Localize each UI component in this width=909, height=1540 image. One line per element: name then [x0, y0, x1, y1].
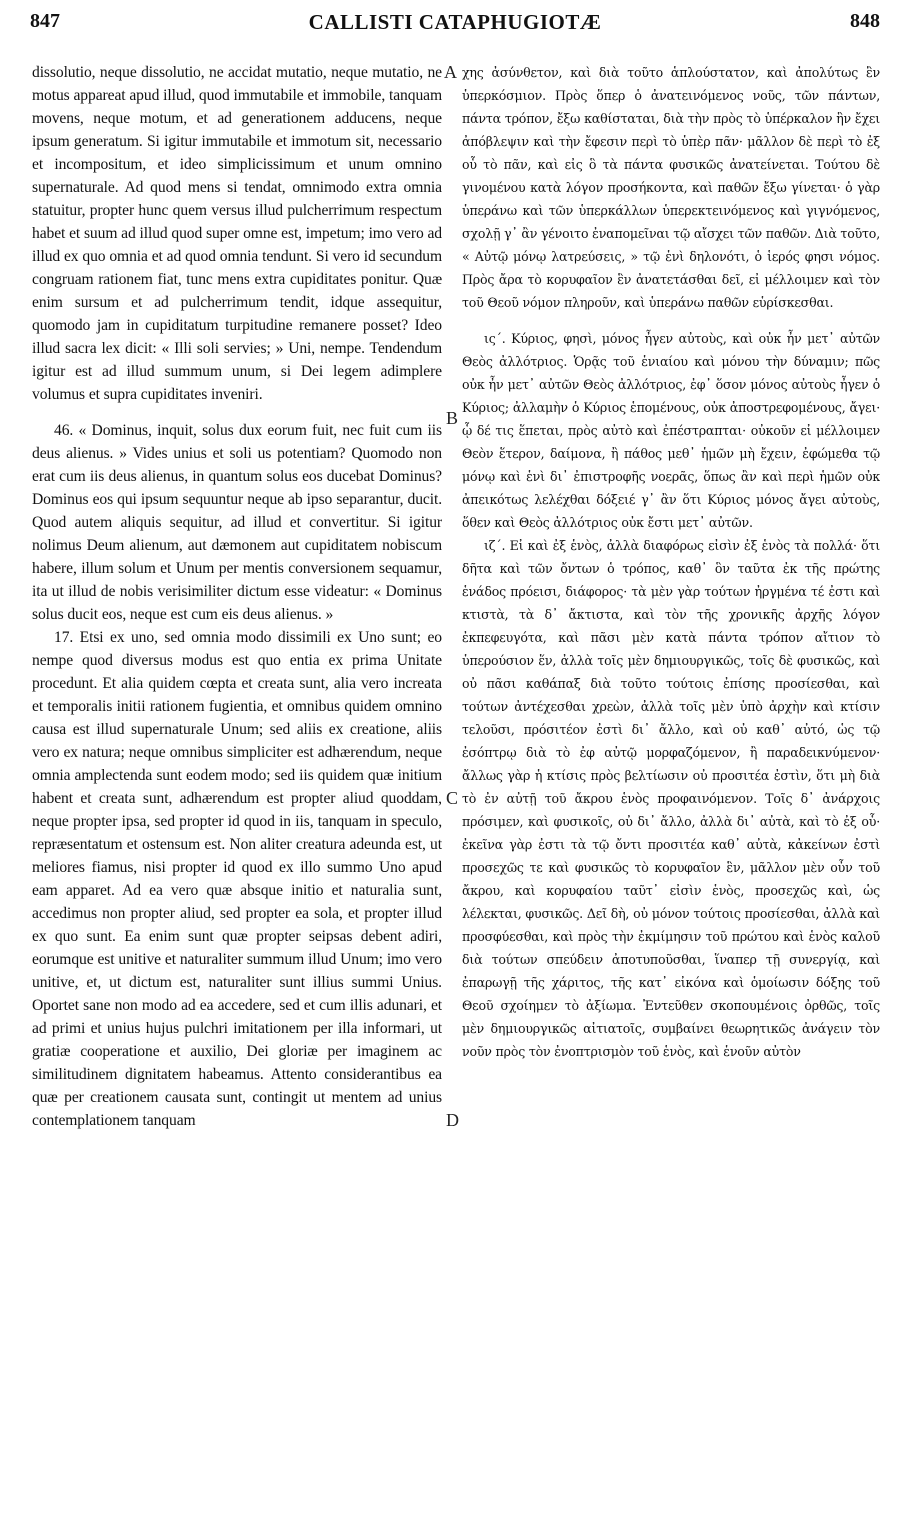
- margin-letter-a: A: [444, 62, 457, 82]
- latin-column: [32, 61, 442, 1132]
- greek-paragraph-2: ις΄. Κύριος, φησὶ, μόνος ἦγεν αὐτοὺς, καὶ οὐκ ἦν μετ᾽ αὐτῶν Θεὸς ἀλλότριος. Ὁρᾷς τοῦ ἑνιαίου καὶ μόνου τὴν δύναμιν; πῶς οὐκ ἦν μετ᾽ αὐτῶν Θεὸς ἀλλότριος, ἐφ᾽ ὅσον μόνος αὐτοὺς ἦγεν ὁ Κύριος; ἀλλαμὴν ὁ Κύριος ἑπομένους, οὐκ ἀποστρεφομένους, ἄγει· ᾧ δέ τις ἕπεται, πρὸς αὐτὸ καὶ ἐπέστραπται· οὐκοῦν εἰ μέλλοιμεν Θεὸν ἕτερον, δαίμονα, ἢ πάθος μεθ᾽ ἡμῶν μὴ ἔχειν, ἐφώμεθα τῷ μόνῳ καὶ ἑνὶ δι᾽ ἐπιστροφῆς νοερᾶς, ὅπως ἂν καὶ περὶ ἡμῶν οὐκ ἀπεικότως λελέχθαι δόξειέ γ᾽ ἂν ὅτι Κύριος μόνος ἄγει αὐτοὺς, ὅθεν καὶ Θεὸς ἀλλότριος οὐκ ἔστι μετ᾽ αὐτῶν.: [462, 331, 880, 530]
- page-number-right: 848: [850, 10, 880, 32]
- latin-paragraph-2: 46. « Dominus, inquit, solus dux eorum fuit, nec fuit cum iis deus alienus. » Vides unius et soli us potentiam? Quomodo non erat cum iis deus alienus, in quantum solus eos ducebat Dominus? Dominus eos qui ipsum sequuntur neque ab ipso separantur, ducit. Quod autem aliquis sequitur, ad illud et convertitur. Si igitur nolimus Deum alienum, aut dæmonem aut cupiditatem nobiscum habere, illum solum et Unum per mentis conversionem sequamur, ita ut illud de nobis verisimiliter dictum esse videatur: « Dominus solus ducit eos, neque est cum eis deus alienus. »: [32, 422, 442, 623]
- latin-paragraph-1: dissolutio, neque dissolutio, ne accidat mutatio, neque mutatio, ne motus appareat apud illud, quod immutabile et immobile, tanquam movens, neque motum, et ad generationem adducens, neque ipsum generatum. Si igitur immutabile et immotum sit, necessario et incompositum, et ideo simplicissimum et unum omnino supernaturale. Ad quod mens si tendat, omnimodo extra omnia statuitur, propter hunc quem versus illud pulcherrimum respectum habet et suum ad illud quod super omne est, impetum; imo vero ad illud ex quo omnia et ad quod omnia tendunt. Si vero id secundum congruam rationem fiat, tunc mens extra cupiditates ponitur. Quæ enim sursum et ad pulcherrimum tendit, idque assequitur, quomodo jam in cupiditatum turpitudine remanere posset? Ideo illud sacra lex dicit: « Illi soli servies; » Uni, nempe. Tendendum igitur est ad illud summum unum, si Dei legem adimplere volumus et supra cupiditates inveniri.: [32, 64, 442, 403]
- page-number-left: 847: [30, 10, 60, 32]
- margin-letter-c: C: [446, 788, 459, 808]
- margin-letter-b: B: [446, 408, 459, 428]
- greek-column: [462, 61, 880, 1063]
- greek-paragraph-3: ιζ΄. Εἰ καὶ ἐξ ἑνὸς, ἀλλὰ διαφόρως εἰσὶν ἐξ ἑνὸς τὰ πολλά· ὅτι δῆτα καὶ τῶν ὄντων ὁ τρόπος, καθ᾽ ὃν ταῦτα ἐκ τῆς πρώτης ἑνάδος πρόεισι, διάφορος· τὰ μὲν γὰρ τούτων ἠργμένα τέ ἐστι καὶ κτιστὰ, τὰ δ᾽ ἄκτιστα, καὶ τὸν τῆς χρονικῆς ἀρχῆς λόγον ἐκπεφευγότα, καὶ πᾶσι μὲν κατὰ πάντα τρόπον αἴτιον τὸ ὑπερούσιον ἕν, ἀλλὰ τοῖς μὲν δημιουργικῶς, τοῖς δὲ φυσικῶς, καὶ οὐ πᾶσι καθάπαξ διὰ τοῦτο τούτοις ἐπίσης προσίεσθαι, καὶ τούτων ἀντέχεσθαι χρεὼν, ἀλλὰ τοῖς μὲν ὑπὸ ἀρχὴν καὶ κτίσιν τελοῦσι, πρόσιτέον ἐστὶ δι᾽ ἄλλο, καὶ οὐ καθ᾽ αὐτό, ὡς τῷ ἐσόπτρῳ διὰ τὸ ἐφ αὐτῷ μορφαζόμενον, ἢ παραδεικνύμενον· ἄλλως γὰρ ἡ κτίσις πρὸς βελτίωσιν οὐ προσιτέα ἐστὶν, ὅτι μὴ διὰ τὸ ἐν αὐτῇ τοῦ ἄκρου ἑνὸς προφαινόμενον. Τοῖς δ᾽ ἀνάρχοις πρόσιμεν, καὶ φυσικοῖς, οὐ δι᾽ ἄλλο, ἀλλὰ δι᾽ αὐτὰ, καὶ τὸ ἐξ οὗ· ἐκεῖνα γὰρ ἐστι τὰ τῷ ὄντι προσιτέα καθ᾽ αὐτὰ, κἀκείνων ἐστὶ προσεχῶς τε καὶ φυσικῶς τὸ κορυφαῖον ἓν, μᾶλλον μὲν οὖν τοῦ ἄκρου, καὶ κορυφαίου ταῦτ᾽ εἰσὶν ἑνὸς, προσεχῶς καὶ, ὡς λέλεκται, φυσικῶς. Δεῖ δὴ, οὐ μόνον τούτοις προσίεσθαι, ἀλλὰ καὶ προσφύεσθαι, καὶ πρὸς τὴν ἐκμίμησιν τοῦ πρώτου καὶ ἑνὸς καλοῦ διὰ τούτων σπεύδειν ἀποτυποῦσθαι, ἵναπερ τῇ συνεργίᾳ, καὶ ἐπαρωγῇ τῆς χάριτος, τῆς κατ᾽ εἰκόνα καὶ ὁμοίωσιν δόξης τοῦ Θεοῦ σχοίημεν τὸ ἀξίωμα. Ἐντεῦθεν σκοπουμένοις ὀρθῶς, τοῖς μὲν δημιουργικῶς αἰτιατοῖς, συμβαίνει θεωρητικῶς ἀνάγειν τὸν νοῦν πρὸς τὸν ἐνοπτρισμὸν τοῦ ἑνὸς, καὶ ἑνοῦν αὐτὸν: [462, 538, 880, 1059]
- paragraph-gap: [462, 314, 880, 327]
- page-header: [30, 10, 880, 34]
- running-title: CALLISTI CATAPHUGIOTÆ: [308, 10, 602, 34]
- paragraph-gap: [32, 406, 442, 419]
- latin-paragraph-3: 17. Etsi ex uno, sed omnia modo dissimili ex Uno sunt; eo nempe quod diversus modus est quo entia ex prima Unitate procedunt. Et alia quidem cœpta et creata sunt, alia vero increata et temporalis initii rationem fugientia, et omnibus quidem omnino causa est illud supernaturale Unum; sed aliis ex creatione, aliis vero ex natura; neque omnibus simpliciter est adhærendum, neque omnia amplectenda sunt eodem modo; sed iis quidem quæ initium habent et creata sunt, adhærendum est propter aliud quoddam, neque propter ipsa, sed propter id quod in iis, tanquam in speculo, repræsentatum et ostensum est. Non aliter creatura adeunda est, ut meliores fiamus, nisi propter id quod ex illo summo Uno apud eam apparet. Ad ea vero quæ absque initio et naturalia sunt, accedimus non propter aliud, sed propter ea sola, et propter illud ex quo sunt. Ea enim sunt quæ propter seipsas debent adiri, eorumque est unitive et naturaliter summum illud Unum; imo vero unitive, et, ut dictum est, naturaliter sunt illius summi Unius. Oportet sane non modo ad ea accedere, sed et cum illis adunari, et ad primi et unius hujus pulchri imitationem per illa informari, ut gratiæ cooperatione et auxilio, Dei gloriæ per imaginem ac similitudinem dignitatem habeamus. Attento considerantibus ea quæ per creationem causata sunt, contingit ut mentem ad unius contemplationem tanquam: [32, 629, 442, 1129]
- greek-paragraph-1: χης ἀσύνθετον, καὶ διὰ τοῦτο ἁπλούστατον, καὶ ἀπολύτως ἓν ὑπερκόσμιον. Πρὸς ὅπερ ὁ ἀνατεινόμενος νοῦς, τῶν πάντων, πάντα τρόπον, ἔξω καθίσταται, διὰ τὴν πρὸς τὸ ὑπέρκαλον ἣν ἔχει ἀπόβλεψιν καὶ τὴν ἔφεσιν περὶ τὸ ὑπὲρ πᾶν· μᾶλλον δὲ περὶ τὸ ἐξ οὗ τὸ πᾶν, καὶ εἰς ὃ τὰ πάντα φυσικῶς ἀνατείνεται. Τούτου δὲ γινομένου κατὰ λόγον προσήκοντα, καὶ παθῶν ἔξω γίνεται· ὁ γὰρ ὑπεράνω καὶ τῶν ὑπερκάλλων ὑπερεκτεινόμενος καὶ γιγνόμενος, σχολῇ γ᾽ ἂν γένοιτο ἐναπομεῖναι τῷ αἴσχει τῶν παθῶν. Διὰ τοῦτο, « Αὐτῷ μόνῳ λατρεύσεις, » τῷ ἑνὶ δηλονότι, ὁ ἱερός φησι νόμος. Πρὸς ἄρα τὸ κορυφαῖον ἓν ἀνατετάσθαι δεῖ, εἰ μέλλοιμεν καὶ τὸν τοῦ Θεοῦ νόμον πληροῦν, καὶ ὑπεράνω παθῶν εὑρίσκεσθαι.: [462, 65, 880, 310]
- margin-letter-d: D: [446, 1110, 459, 1130]
